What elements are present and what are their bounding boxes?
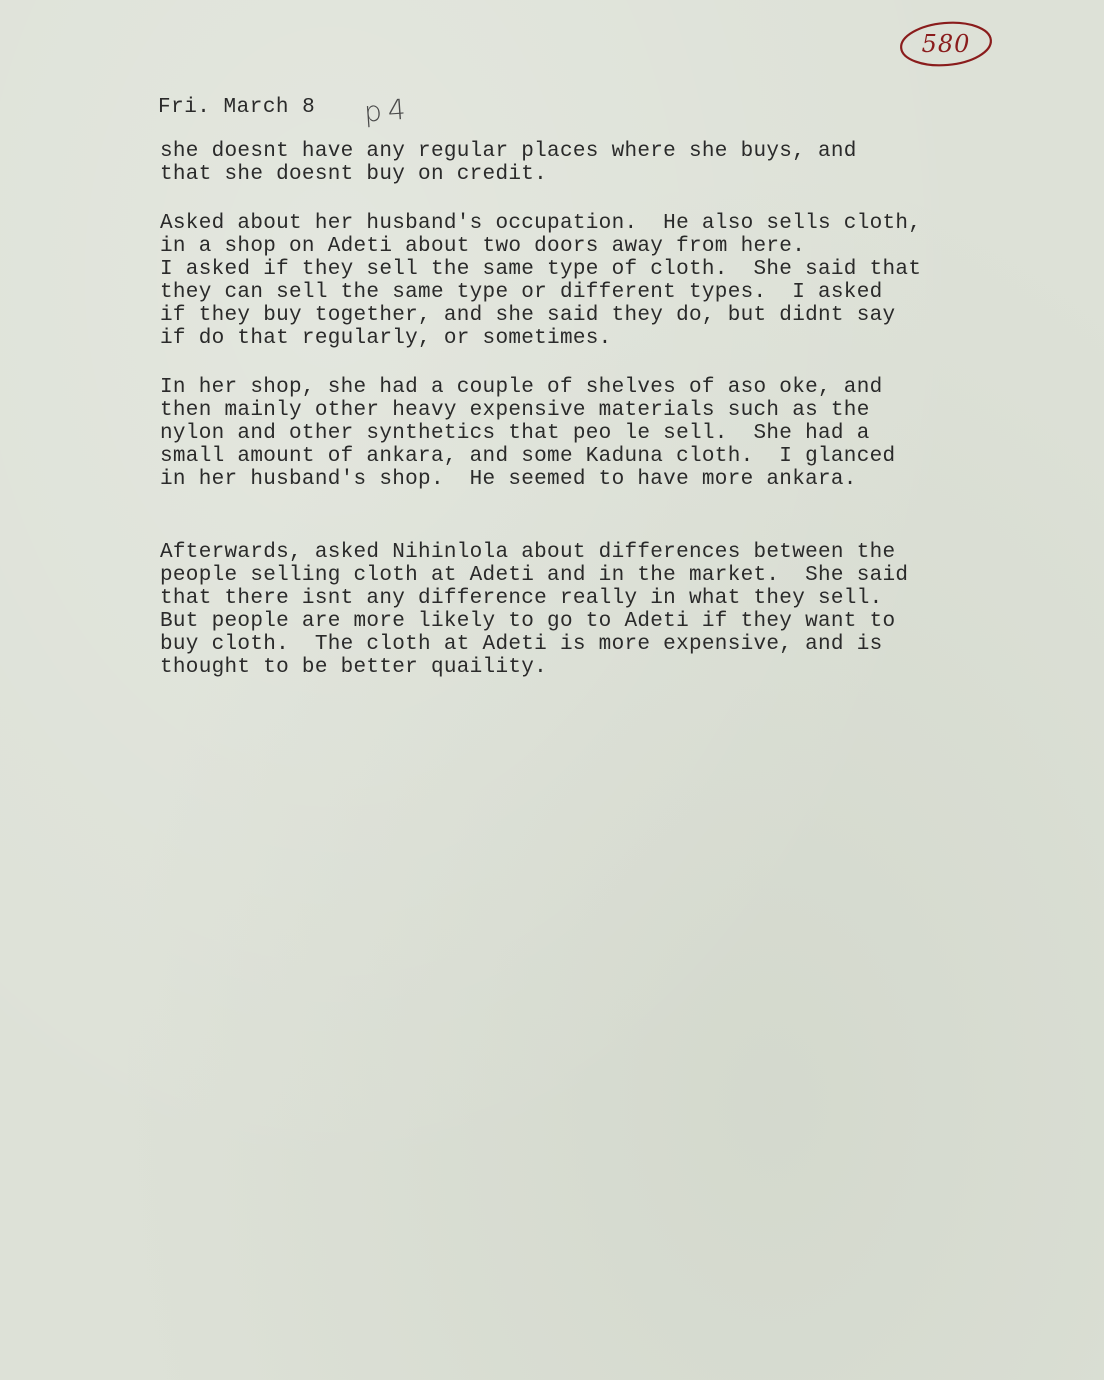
handwritten-margin-note: p4 — [362, 92, 413, 129]
page-number-stamp — [898, 20, 994, 68]
text-line: buy cloth. The cloth at Adeti is more expensive, and is — [160, 633, 883, 656]
text-line: Afterwards, asked Nihinlola about differences between the — [160, 541, 896, 564]
text-line: in a shop on Adeti about two doors away from here. — [160, 235, 806, 258]
text-line: people selling cloth at Adeti and in the market. She said — [160, 564, 909, 587]
entry-date: Fri. March 8 — [158, 96, 316, 119]
paragraph-3 — [160, 376, 1000, 491]
text-line: small amount of ankara, and some Kaduna cloth. I glanced — [160, 445, 896, 468]
page-number: 580 — [921, 30, 971, 58]
text-line: nylon and other synthetics that peo le sell. She had a — [160, 422, 870, 445]
paragraph-4 — [160, 541, 1000, 679]
text-line: that she doesnt buy on credit. — [160, 163, 548, 186]
text-line: in her husband's shop. He seemed to have more ankara. — [160, 468, 857, 491]
paragraph-1 — [160, 140, 1000, 186]
paragraph-2 — [160, 212, 1000, 350]
text-line: if they buy together, and she said they do, but didnt say — [160, 304, 896, 327]
text-line: if do that regularly, or sometimes. — [160, 327, 612, 350]
text-line: that there isnt any difference really in what they sell. — [160, 587, 883, 610]
text-line: Asked about her husband's occupation. He also sells cloth, — [160, 212, 922, 235]
text-line: I asked if they sell the same type of cloth. She said that — [160, 258, 922, 281]
text-line: thought to be better quaility. — [160, 656, 548, 679]
text-line: then mainly other heavy expensive materials such as the — [160, 399, 870, 422]
text-line: she doesnt have any regular places where she buys, and — [160, 140, 857, 163]
text-line: In her shop, she had a couple of shelves of aso oke, and — [160, 376, 883, 399]
text-line: But people are more likely to go to Adeti if they want to — [160, 610, 896, 633]
notes-body — [160, 140, 1000, 705]
text-line: they can sell the same type or different types. I asked — [160, 281, 883, 304]
